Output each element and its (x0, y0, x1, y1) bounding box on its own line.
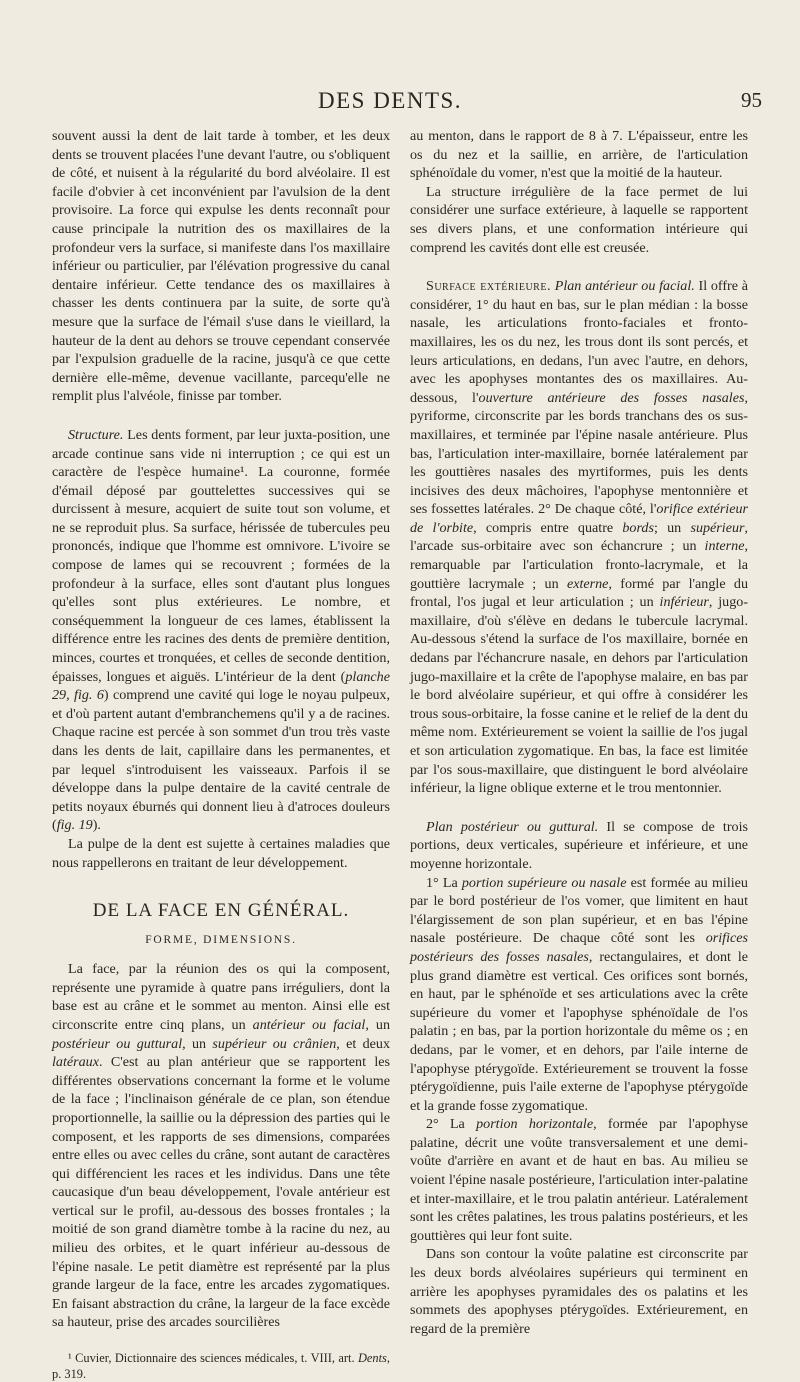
section-title: DE LA FACE EN GÉNÉRAL. (92, 900, 350, 922)
paragraph-exterior-surface: Surface extérieure. Plan antérieur ou facial. Il offre à considérer, 1° du haut en bas, sur le plan médian : la bosse nasale, les articulations fronto-faciales et fronto-maxillaires, les os du nez, les trous dont ils sont percés, et leurs articulations, en dedans, l'un avec l'autre, en dehors, avec les apophyses montantes des os maxillaires. Au-dessous, l'ouverture antérieure des fosses nasales, pyriforme, circonscrite par les bords tranchans des os sus-maxillaires, et terminée par l'épine nasale antérieure. Plus bas, l'articulation inter-maxillaire, bornée latéralement par les gouttières nasales des myrtiformes, puis les dents incisives des deux mâchoires, l'apophyse mentonnière et ses fossettes latérales. 2° De chaque côté, l'orifice extérieur de l'orbite, compris entre quatre bords; un supérieur, l'arcade sus-orbitaire avec son échancrure ; un interne, remarquable par l'articulation fronto-lacrymale, et la gouttière lacrymale ; un externe, formé par l'angle du frontal, l'os jugal et leur articulation ; un inférieur, jugo-maxillaire, d'où s'élève en dedans le tubercule lacrymal. Au-dessous s'étend la surface de l'os maxillaire, bornée en dedans par l'échancrure nasale, en dehors par l'articulation jugo-maxillaire et la crête de l'apophyse malaire, en bas par le bord alvéolaire supérieur, et qui offre à considérer les trous sous-orbitaire, la fosse canine et le relief de la dent du même nom. Extérieurement se voient la saillie de l'os jugal et son articulation zygomatique. En bas, la face est limitée par l'os sous-maxillaire, que distinguent le bord alvéolaire inférieur, la ligne oblique externe et le trou mentonnier. (410, 278, 749, 797)
footnote: ¹ Cuvier, Dictionnaire des sciences médicales, t. VIII, art. Dents, p. 319. (52, 1351, 390, 1382)
left-column (52, 127, 390, 1382)
structure-lead: Structure. (68, 426, 124, 443)
section-subtitle: FORME, DIMENSIONS. (145, 934, 297, 947)
paragraph-nasal-portion: 1° La portion supérieure ou nasale est formée au milieu par le bord postérieur de l'os vomer, que limitent en haut l'élargissement de son plan supérieur, et en bas l'épine nasale postérieure. De chaque côté sont les orifices postérieurs des fosses nasales, rectangulaires, et dont le plus grand diamètre est vertical. Ces orifices sont bornés, en haut, par le sphénoïde et ses articulations avec la crête supérieure du vomer et l'apophyse sphénoïdale de l'os palatin ; en bas, par la portion horizontale du même os ; en dedans, par le vomer, et en dehors, par l'aile interne de l'apophyse ptérygoïde. Extérieurement se trouvent la fosse ptérygoïdienne, puis l'aile externe de l'apophyse ptérygoïde et la grande fosse zygomatique. (410, 874, 749, 1114)
posterior-plan-lead: Plan postérieur ou guttural. (426, 818, 599, 835)
figure-reference: fig. 19 (56, 817, 93, 834)
exterior-surface-lead: Surface extérieure. (426, 278, 551, 295)
page-number: 95 (741, 88, 762, 112)
paragraph-structure: Structure. Les dents forment, par leur juxta-position, une arcade continue sans vide ni interruption ; ce qui est un caractère de l'espèce humaine¹. La couronne, formée d'émail déposé par gouttelettes successives qui se durcissent à mesure, acquiert de suite tout son volume, et ne se reproduit plus. Sa surface, hérissée de tubercules peu prononcés, indique que l'homme est omnivore. L'ivoire se compose de lames qui se recouvrent ; formées de la profondeur à la surface, elles sont d'autant plus longues qu'elles sont plus extérieures. Le nombre, et conséquemment la longueur de ces lames, établissent la différence entre les racines des dents de première dentition, minces, courtes et tronquées, et celles de seconde dentition, épaisses, longues et aiguës. L'intérieur de la dent (planche 29, fig. 6) comprend une cavité qui loge le noyau pulpeux, et d'où partent autant d'embranchemens qu'il y a de racines. Chaque racine est percée à son sommet d'un trou très vaste dans les dents de lait, capillaire dans les permanentes, et par lequel s'introduisent les vaisseaux. Parfois il se développe dans la pulpe dentaire de la cavité centrale de petits noyaux éburnés qui donnent lieu à d'atroces douleurs (fig. 19). (52, 426, 390, 834)
paragraph-structure-face: La structure irrégulière de la face permet de lui considérer une surface extérieure, à laquelle se rapportent ses divers plans, et une conformation intérieure qui comprend les cavités dont elle est creusée. (410, 183, 748, 256)
page-header (0, 88, 800, 118)
paragraph-horizontal-portion: 2° La portion horizontale, formée par l'apophyse palatine, décrit une voûte transversalement et une demi-voûte d'arrière en avant et de haut en bas. Au milieu se voient l'épine nasale postérieure, l'articulation inter-palatine et inter-maxillaire, et le trou palatin antérieur. Latéralement sont les crêtes palatines, les trous palatins postérieurs, et les gouttières qui leur font suite. (410, 1116, 748, 1244)
right-column (410, 127, 748, 1338)
paragraph-dentition: souvent aussi la dent de lait tarde à tomber, et les deux dents se trouvent placées l'une devant l'autre, ou s'obliquent de côté, et nuisent à la régularité du bord alvéolaire. Il est facile d'obvier à cet inconvénient par l'avulsion de la dent provisoire. La force qui expulse les dents reconnaît pour cause principale la nutrition des os maxillaires de la profondeur vers la surface, si manifeste dans l'os maxillaire inférieur ou particulier, par l'élévation progressive du canal dentaire inférieur. Cette tendance des os maxillaires à chasser les dents continuera par la suite, de sorte qu'à mesure que la surface de l'émail s'use dans le vieillard, la hauteur de la dent au dehors se trouve cependant conservée par l'expulsion graduelle de la racine, jusqu'à ce que cette dernière elle-même, devenue vacillante, parcequ'elle ne remplit plus l'alvéole, finisse par tomber. (52, 128, 390, 405)
running-head: DES DENTS. (318, 88, 463, 113)
paragraph-face-general: La face, par la réunion des os qui la composent, représente une pyramide à quatre pans irréguliers, dont la base est au crâne et le sommet au menton. Ainsi elle est circonscrite entre cinq plans, un antérieur ou facial, un postérieur ou guttural, un supérieur ou crânien, et deux latéraux. C'est au plan antérieur que se rapportent les différentes observations concernant la forme et le volume de la face ; l'inclinaison générale de ce plan, son étendue proportionnelle, la saillie ou la dépression des parties qui le composent, et les rapports de ses dimensions, comparées entre elles ou avec celles du crâne, sont autant de caractères qui différencient les races et les individus. Dans une tête caucasique d'un beau développement, l'ovale antérieur est vertical sur le profil, au-dessous des bosses frontales ; la moitié de son grand diamètre tombe à la racine du nez, au milieu des orbites, et le quart inférieur au-dessous de l'épine nasale. Le petit diamètre est représenté par la plus grande largeur de la face, entre les arcades zygomatiques. En faisant abstraction du crâne, la largeur de la face excède sa hauteur, prise des arcades sourcilières (52, 961, 391, 1331)
paragraph-posterior-plan: Plan postérieur ou guttural. Il se compose de trois portions, deux verticales, supérieure et inférieure, et une moyenne horizontale. (410, 818, 748, 872)
paragraph-proportions: au menton, dans le rapport de 8 à 7. L'épaisseur, entre les os du nez et la saillie, en arrière, de l'articulation sphénoïdale du vomer, n'est que la moitié de la hauteur. (410, 128, 748, 182)
paragraph-palatine-vault: Dans son contour la voûte palatine est circonscrite par les deux bords alvéolaires supérieurs qui terminent en arrière les apophyses pyramidales des os palatins et les sommets des apophyses ptérygoïdes. Extérieurement, en regard de la première (410, 1246, 748, 1337)
paragraph-pulp: La pulpe de la dent est sujette à certaines maladies que nous rappellerons en traitant de leur développement. (52, 835, 390, 871)
figure-reference: planche 29, fig. 6 (52, 668, 390, 704)
